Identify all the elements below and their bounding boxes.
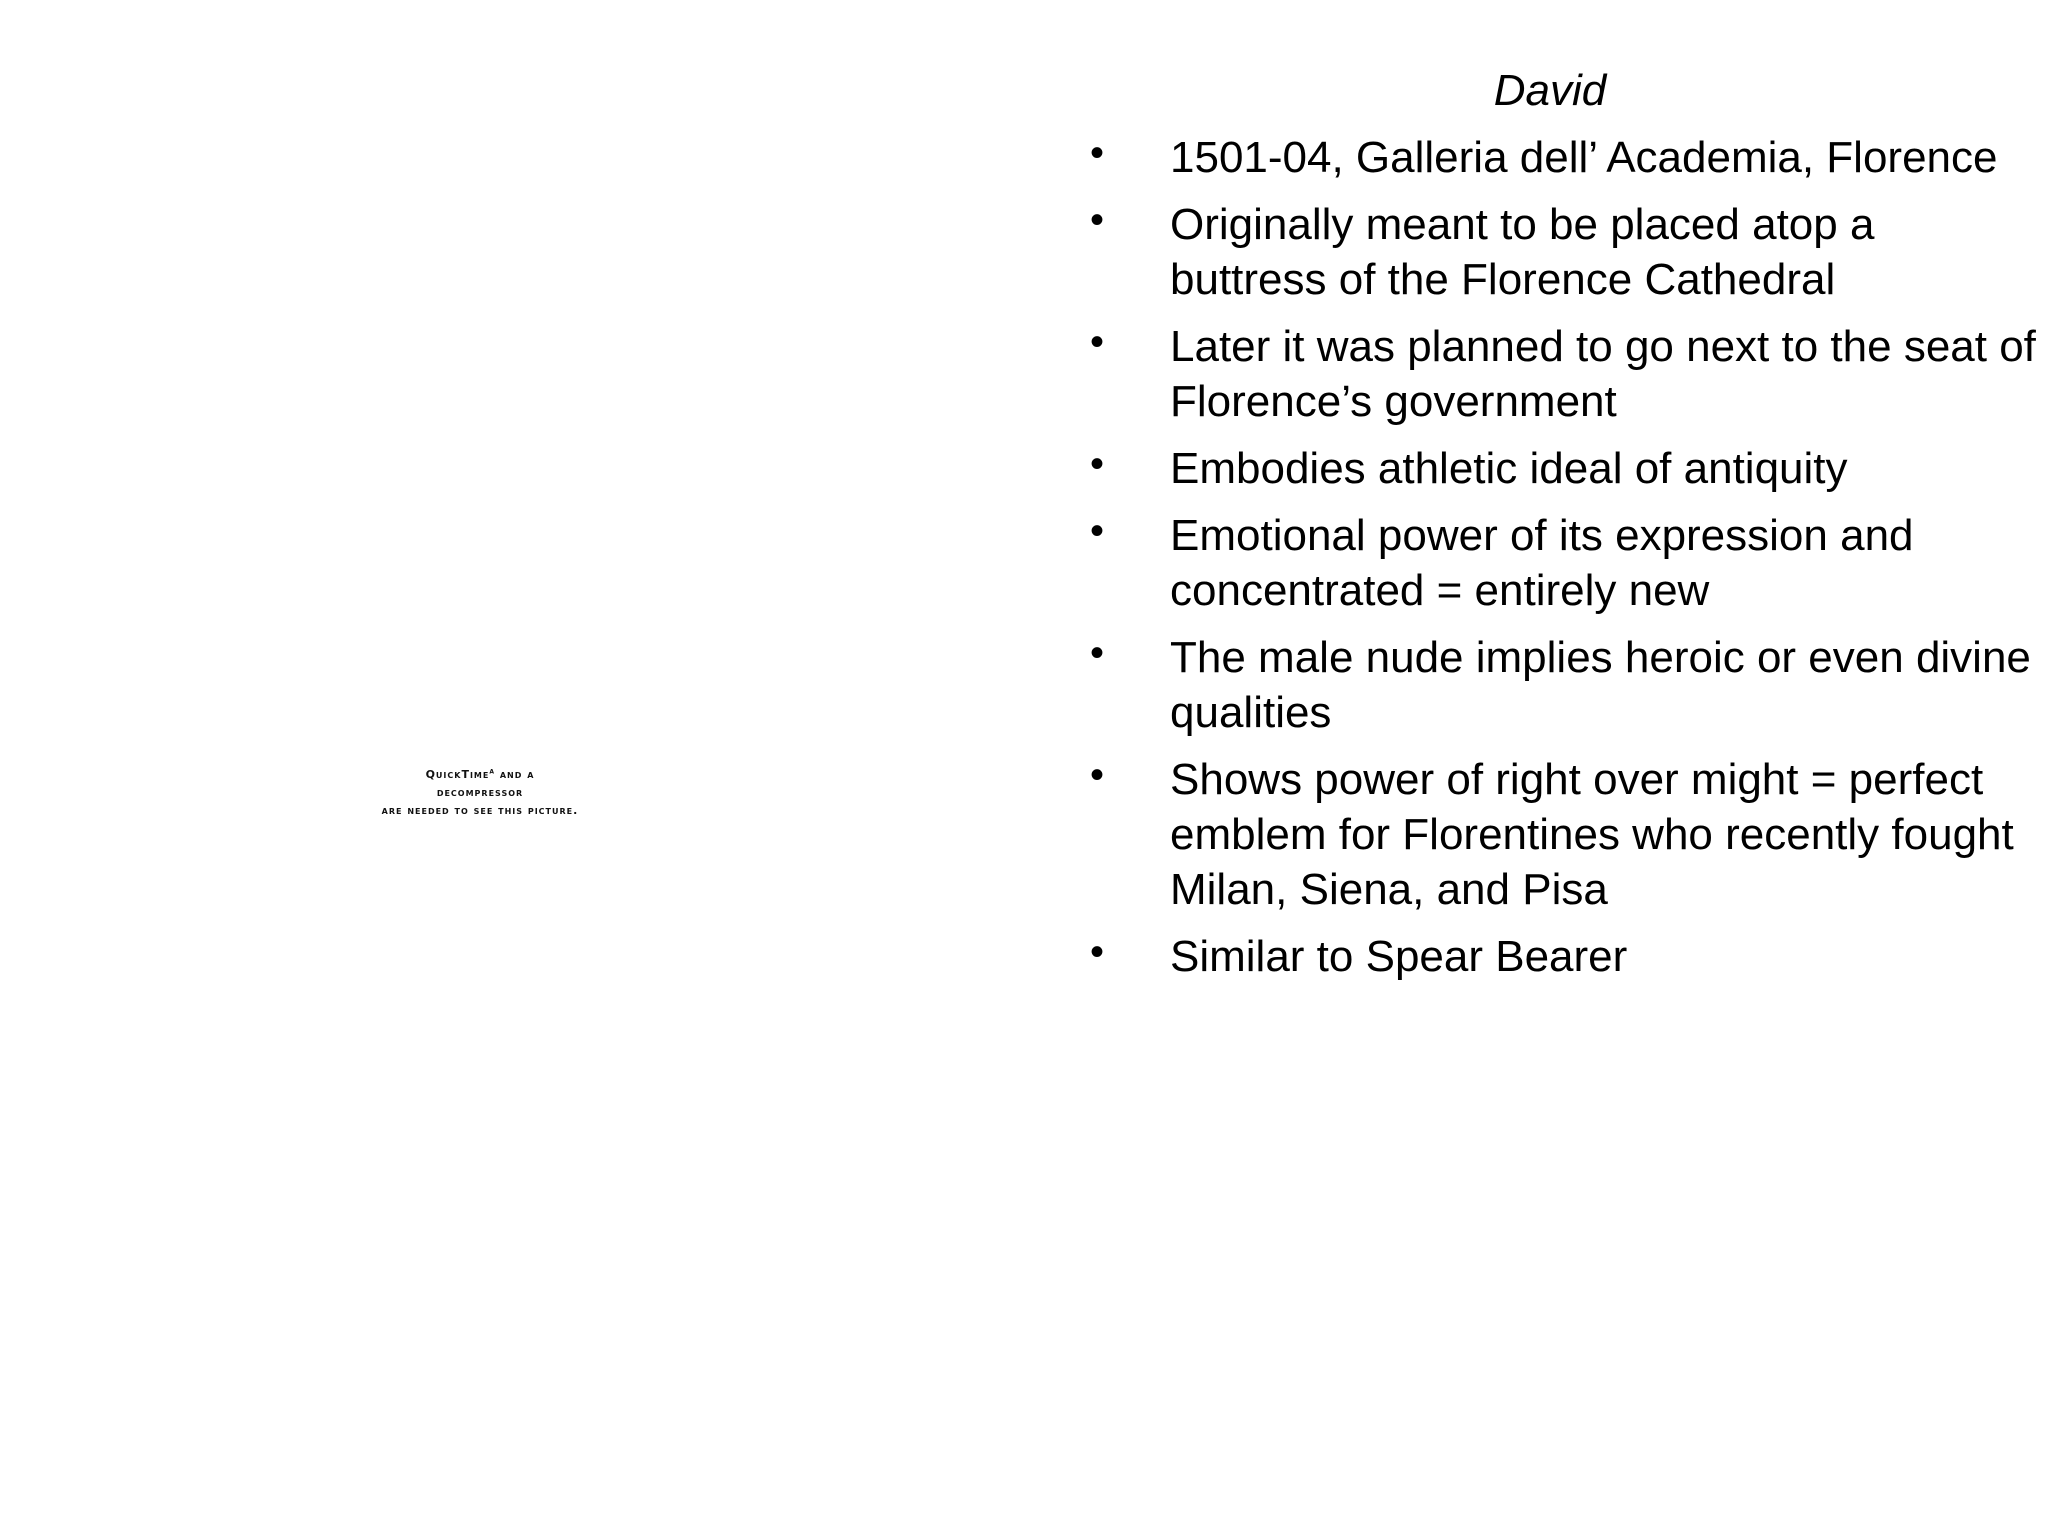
bullet-item [1080,752,2040,917]
bullet-text: Emotional power of its expression and concentrated = entirely new [1170,511,1914,615]
bullet-item [1080,197,2040,307]
bullet-item [1080,319,2040,429]
bullet-marker: • [1090,509,1105,553]
quicktime-message-prefix: QuickTime [425,768,490,781]
quicktime-message-line-2: decompressor [436,786,524,799]
bullet-text: Originally meant to be placed atop a buttress of the Florence Cathedral [1170,200,1875,304]
bullet-item [1080,929,2040,984]
quicktime-message-suffix: and a [495,768,535,781]
bullet-text: Shows power of right over might = perfect emblem for Florentines who recently fought Milan, Siena, and Pisa [1170,755,2014,914]
quicktime-message [60,766,900,820]
bullet-list [1080,130,2040,996]
bullet-marker: • [1090,753,1105,797]
bullet-item [1080,130,2040,185]
missing-picture-placeholder [60,80,900,1520]
bullet-item [1080,630,2040,740]
bullet-text: 1501-04, Galleria dell’ Academia, Florence [1170,133,1998,182]
bullet-marker: • [1090,930,1105,974]
bullet-text: Later it was planned to go next to the seat of Florence’s government [1170,322,2036,426]
quicktime-message-line-1 [60,766,900,784]
bullet-text: The male nude implies heroic or even divine qualities [1170,633,2031,737]
slide-title: David [1493,66,1607,115]
bullet-marker: • [1090,131,1105,175]
bullet-text: Similar to Spear Bearer [1170,932,1628,981]
bullet-item [1080,441,2040,496]
bullet-marker: • [1090,442,1105,486]
bullet-text: Embodies athletic ideal of antiquity [1170,444,1848,493]
quicktime-message-superscript: a [489,766,496,776]
bullet-marker: • [1090,198,1105,242]
bullet-marker: • [1090,320,1105,364]
bullet-item [1080,508,2040,618]
bullet-marker: • [1090,631,1105,675]
quicktime-message-line-3: are needed to see this picture. [381,804,579,817]
